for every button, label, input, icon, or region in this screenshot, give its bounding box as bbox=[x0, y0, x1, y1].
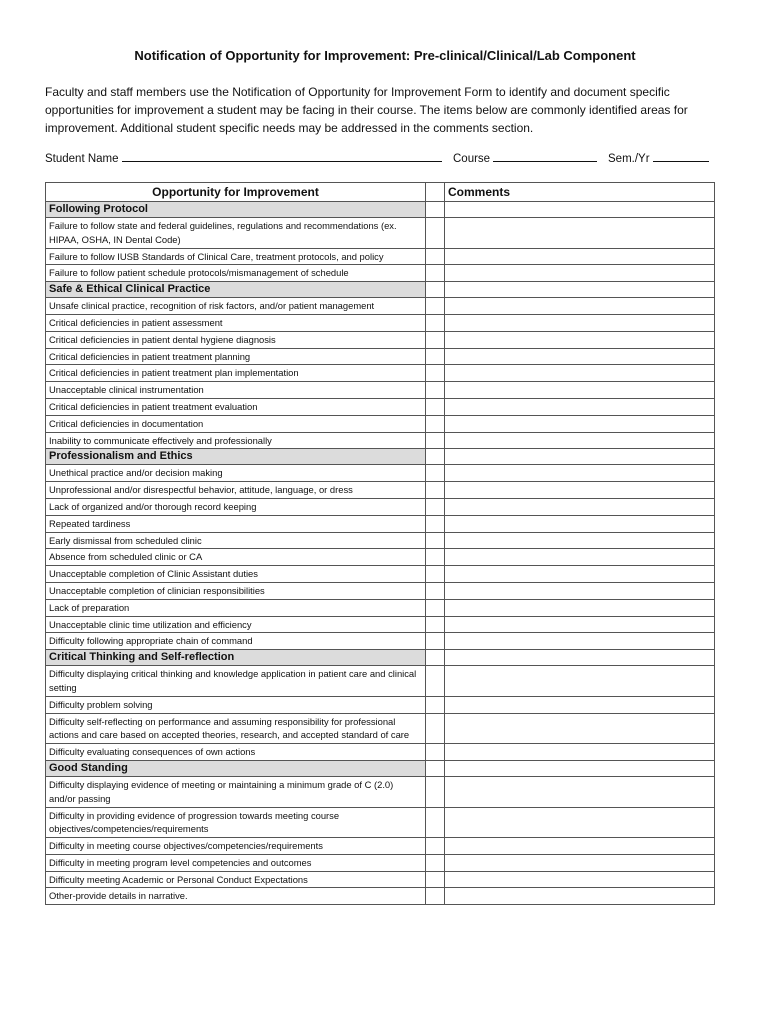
table-row bbox=[46, 465, 715, 482]
table-row bbox=[46, 713, 715, 744]
comment-cell[interactable] bbox=[445, 314, 715, 331]
semyr-line[interactable] bbox=[653, 150, 709, 162]
section-comment-cell[interactable] bbox=[445, 202, 715, 218]
table-row bbox=[46, 415, 715, 432]
comment-cell[interactable] bbox=[445, 744, 715, 761]
table-row bbox=[46, 666, 715, 697]
opportunity-item: Critical deficiencies in patient dental hygiene diagnosis bbox=[46, 331, 426, 348]
section-comment-cell[interactable] bbox=[445, 449, 715, 465]
table-row bbox=[46, 498, 715, 515]
opportunity-item: Critical deficiencies in documentation bbox=[46, 415, 426, 432]
opportunity-item: Difficulty in providing evidence of progression towards meeting course objectives/competencies/requirements bbox=[46, 807, 426, 838]
gap-cell bbox=[426, 616, 445, 633]
opportunity-item: Other-provide details in narrative. bbox=[46, 888, 426, 905]
opportunity-item: Inability to communicate effectively and professionally bbox=[46, 432, 426, 449]
opportunity-item: Unprofessional and/or disrespectful behavior, attitude, language, or dress bbox=[46, 482, 426, 499]
opportunity-item: Difficulty displaying critical thinking and knowledge application in patient care and clinical setting bbox=[46, 666, 426, 697]
gap-cell bbox=[426, 633, 445, 650]
opportunity-item: Lack of organized and/or thorough record keeping bbox=[46, 498, 426, 515]
comment-cell[interactable] bbox=[445, 854, 715, 871]
comment-cell[interactable] bbox=[445, 599, 715, 616]
col-header-opportunity: Opportunity for Improvement bbox=[46, 183, 426, 202]
table-row bbox=[46, 248, 715, 265]
table-row bbox=[46, 365, 715, 382]
comment-cell[interactable] bbox=[445, 666, 715, 697]
gap-cell bbox=[426, 838, 445, 855]
section-gap-cell bbox=[426, 650, 445, 666]
comment-cell[interactable] bbox=[445, 696, 715, 713]
student-name-line[interactable] bbox=[122, 150, 442, 162]
table-body bbox=[46, 202, 715, 905]
opportunity-item: Unacceptable completion of clinician responsibilities bbox=[46, 582, 426, 599]
opportunity-item: Failure to follow IUSB Standards of Clinical Care, treatment protocols, and policy bbox=[46, 248, 426, 265]
comment-cell[interactable] bbox=[445, 298, 715, 315]
course-line[interactable] bbox=[493, 150, 597, 162]
student-info-fields bbox=[45, 150, 725, 166]
table-row bbox=[46, 549, 715, 566]
gap-cell bbox=[426, 265, 445, 282]
table-row bbox=[46, 888, 715, 905]
table-row bbox=[46, 532, 715, 549]
section-heading: Critical Thinking and Self-reflection bbox=[46, 650, 426, 666]
gap-cell bbox=[426, 666, 445, 697]
opportunity-item: Difficulty following appropriate chain of command bbox=[46, 633, 426, 650]
opportunity-item: Difficulty in meeting course objectives/competencies/requirements bbox=[46, 838, 426, 855]
table-row bbox=[46, 482, 715, 499]
table-row bbox=[46, 382, 715, 399]
comment-cell[interactable] bbox=[445, 465, 715, 482]
comment-cell[interactable] bbox=[445, 382, 715, 399]
gap-cell bbox=[426, 432, 445, 449]
gap-cell bbox=[426, 549, 445, 566]
improvement-table bbox=[45, 182, 715, 905]
opportunity-item: Repeated tardiness bbox=[46, 515, 426, 532]
comment-cell[interactable] bbox=[445, 871, 715, 888]
comment-cell[interactable] bbox=[445, 838, 715, 855]
table-row bbox=[46, 265, 715, 282]
opportunity-item: Unacceptable completion of Clinic Assistant duties bbox=[46, 566, 426, 583]
section-heading: Following Protocol bbox=[46, 202, 426, 218]
opportunity-item: Difficulty self-reflecting on performance and assuming responsibility for professional actions and care based on accepted theories, research, and accepted standard of care bbox=[46, 713, 426, 744]
opportunity-item: Early dismissal from scheduled clinic bbox=[46, 532, 426, 549]
gap-cell bbox=[426, 415, 445, 432]
gap-cell bbox=[426, 744, 445, 761]
opportunity-item: Unsafe clinical practice, recognition of risk factors, and/or patient management bbox=[46, 298, 426, 315]
col-gap bbox=[426, 183, 445, 202]
gap-cell bbox=[426, 532, 445, 549]
table-row bbox=[46, 348, 715, 365]
comment-cell[interactable] bbox=[445, 365, 715, 382]
gap-cell bbox=[426, 298, 445, 315]
table-row bbox=[46, 616, 715, 633]
opportunity-item: Difficulty in meeting program level competencies and outcomes bbox=[46, 854, 426, 871]
course-label: Course bbox=[453, 153, 491, 165]
section-row bbox=[46, 650, 715, 666]
table-row bbox=[46, 298, 715, 315]
comment-cell[interactable] bbox=[445, 633, 715, 650]
semyr-label: Sem./Yr bbox=[608, 153, 650, 165]
opportunity-item: Unethical practice and/or decision making bbox=[46, 465, 426, 482]
table-row bbox=[46, 854, 715, 871]
section-gap-cell bbox=[426, 202, 445, 218]
table-row bbox=[46, 398, 715, 415]
gap-cell bbox=[426, 515, 445, 532]
gap-cell bbox=[426, 776, 445, 807]
table-row bbox=[46, 566, 715, 583]
comment-cell[interactable] bbox=[445, 566, 715, 583]
comment-cell[interactable] bbox=[445, 582, 715, 599]
table-row bbox=[46, 744, 715, 761]
section-gap-cell bbox=[426, 760, 445, 776]
opportunity-item: Critical deficiencies in patient treatment planning bbox=[46, 348, 426, 365]
comment-cell[interactable] bbox=[445, 265, 715, 282]
opportunity-item: Failure to follow state and federal guidelines, regulations and recommendations (ex. HIPAA, OSHA, IN Dental Code) bbox=[46, 218, 426, 249]
gap-cell bbox=[426, 498, 445, 515]
comment-cell[interactable] bbox=[445, 888, 715, 905]
gap-cell bbox=[426, 599, 445, 616]
comment-cell[interactable] bbox=[445, 348, 715, 365]
table-row bbox=[46, 838, 715, 855]
table-row bbox=[46, 696, 715, 713]
table-row bbox=[46, 218, 715, 249]
table-row bbox=[46, 314, 715, 331]
section-heading: Good Standing bbox=[46, 760, 426, 776]
comment-cell[interactable] bbox=[445, 482, 715, 499]
section-row bbox=[46, 760, 715, 776]
table-row bbox=[46, 871, 715, 888]
opportunity-item: Lack of preparation bbox=[46, 599, 426, 616]
gap-cell bbox=[426, 713, 445, 744]
comment-cell[interactable] bbox=[445, 218, 715, 249]
comment-cell[interactable] bbox=[445, 248, 715, 265]
gap-cell bbox=[426, 566, 445, 583]
student-name-label: Student Name bbox=[45, 153, 119, 165]
student-name-field[interactable] bbox=[45, 150, 442, 165]
gap-cell bbox=[426, 807, 445, 838]
gap-cell bbox=[426, 218, 445, 249]
comment-cell[interactable] bbox=[445, 331, 715, 348]
gap-cell bbox=[426, 314, 445, 331]
section-gap-cell bbox=[426, 449, 445, 465]
comment-cell[interactable] bbox=[445, 415, 715, 432]
section-comment-cell[interactable] bbox=[445, 282, 715, 298]
comment-cell[interactable] bbox=[445, 432, 715, 449]
comment-cell[interactable] bbox=[445, 532, 715, 549]
table-row bbox=[46, 633, 715, 650]
comment-cell[interactable] bbox=[445, 498, 715, 515]
gap-cell bbox=[426, 398, 445, 415]
form-title: Notification of Opportunity for Improvement: Pre-clinical/Clinical/Lab Component bbox=[134, 48, 636, 63]
table-row bbox=[46, 515, 715, 532]
section-row bbox=[46, 449, 715, 465]
comment-cell[interactable] bbox=[445, 616, 715, 633]
table-row bbox=[46, 582, 715, 599]
gap-cell bbox=[426, 871, 445, 888]
gap-cell bbox=[426, 248, 445, 265]
gap-cell bbox=[426, 582, 445, 599]
gap-cell bbox=[426, 365, 445, 382]
opportunity-item: Difficulty evaluating consequences of own actions bbox=[46, 744, 426, 761]
comment-cell[interactable] bbox=[445, 398, 715, 415]
comment-cell[interactable] bbox=[445, 549, 715, 566]
gap-cell bbox=[426, 482, 445, 499]
gap-cell bbox=[426, 348, 445, 365]
comment-cell[interactable] bbox=[445, 807, 715, 838]
opportunity-item: Difficulty problem solving bbox=[46, 696, 426, 713]
opportunity-item: Difficulty displaying evidence of meeting or maintaining a minimum grade of C (2.0) and/or passing bbox=[46, 776, 426, 807]
section-heading: Professionalism and Ethics bbox=[46, 449, 426, 465]
gap-cell bbox=[426, 696, 445, 713]
opportunity-item: Unacceptable clinic time utilization and efficiency bbox=[46, 616, 426, 633]
table-row bbox=[46, 599, 715, 616]
intro-paragraph: Faculty and staff members use the Notification of Opportunity for Improvement Form to identify and document specific opportunities for improvement a student may be facing in their course. The items below are commonly identified areas for improvement. Additional student specific needs may be addressed in the comments section. bbox=[45, 85, 688, 135]
table-row bbox=[46, 776, 715, 807]
comment-cell[interactable] bbox=[445, 776, 715, 807]
col-header-comments: Comments bbox=[445, 183, 715, 202]
section-heading: Safe & Ethical Clinical Practice bbox=[46, 282, 426, 298]
opportunity-item: Critical deficiencies in patient treatment evaluation bbox=[46, 398, 426, 415]
table-row bbox=[46, 807, 715, 838]
semyr-field[interactable] bbox=[608, 150, 709, 165]
opportunity-item: Failure to follow patient schedule protocols/mismanagement of schedule bbox=[46, 265, 426, 282]
section-comment-cell[interactable] bbox=[445, 650, 715, 666]
opportunity-item: Critical deficiencies in patient treatment plan implementation bbox=[46, 365, 426, 382]
course-field[interactable] bbox=[453, 150, 597, 165]
comment-cell[interactable] bbox=[445, 713, 715, 744]
opportunity-item: Absence from scheduled clinic or CA bbox=[46, 549, 426, 566]
comment-cell[interactable] bbox=[445, 515, 715, 532]
gap-cell bbox=[426, 382, 445, 399]
opportunity-item: Difficulty meeting Academic or Personal Conduct Expectations bbox=[46, 871, 426, 888]
gap-cell bbox=[426, 854, 445, 871]
gap-cell bbox=[426, 465, 445, 482]
gap-cell bbox=[426, 888, 445, 905]
table-row bbox=[46, 331, 715, 348]
opportunity-item: Critical deficiencies in patient assessment bbox=[46, 314, 426, 331]
section-gap-cell bbox=[426, 282, 445, 298]
table-row bbox=[46, 432, 715, 449]
section-row bbox=[46, 282, 715, 298]
section-comment-cell[interactable] bbox=[445, 760, 715, 776]
section-row bbox=[46, 202, 715, 218]
gap-cell bbox=[426, 331, 445, 348]
opportunity-item: Unacceptable clinical instrumentation bbox=[46, 382, 426, 399]
